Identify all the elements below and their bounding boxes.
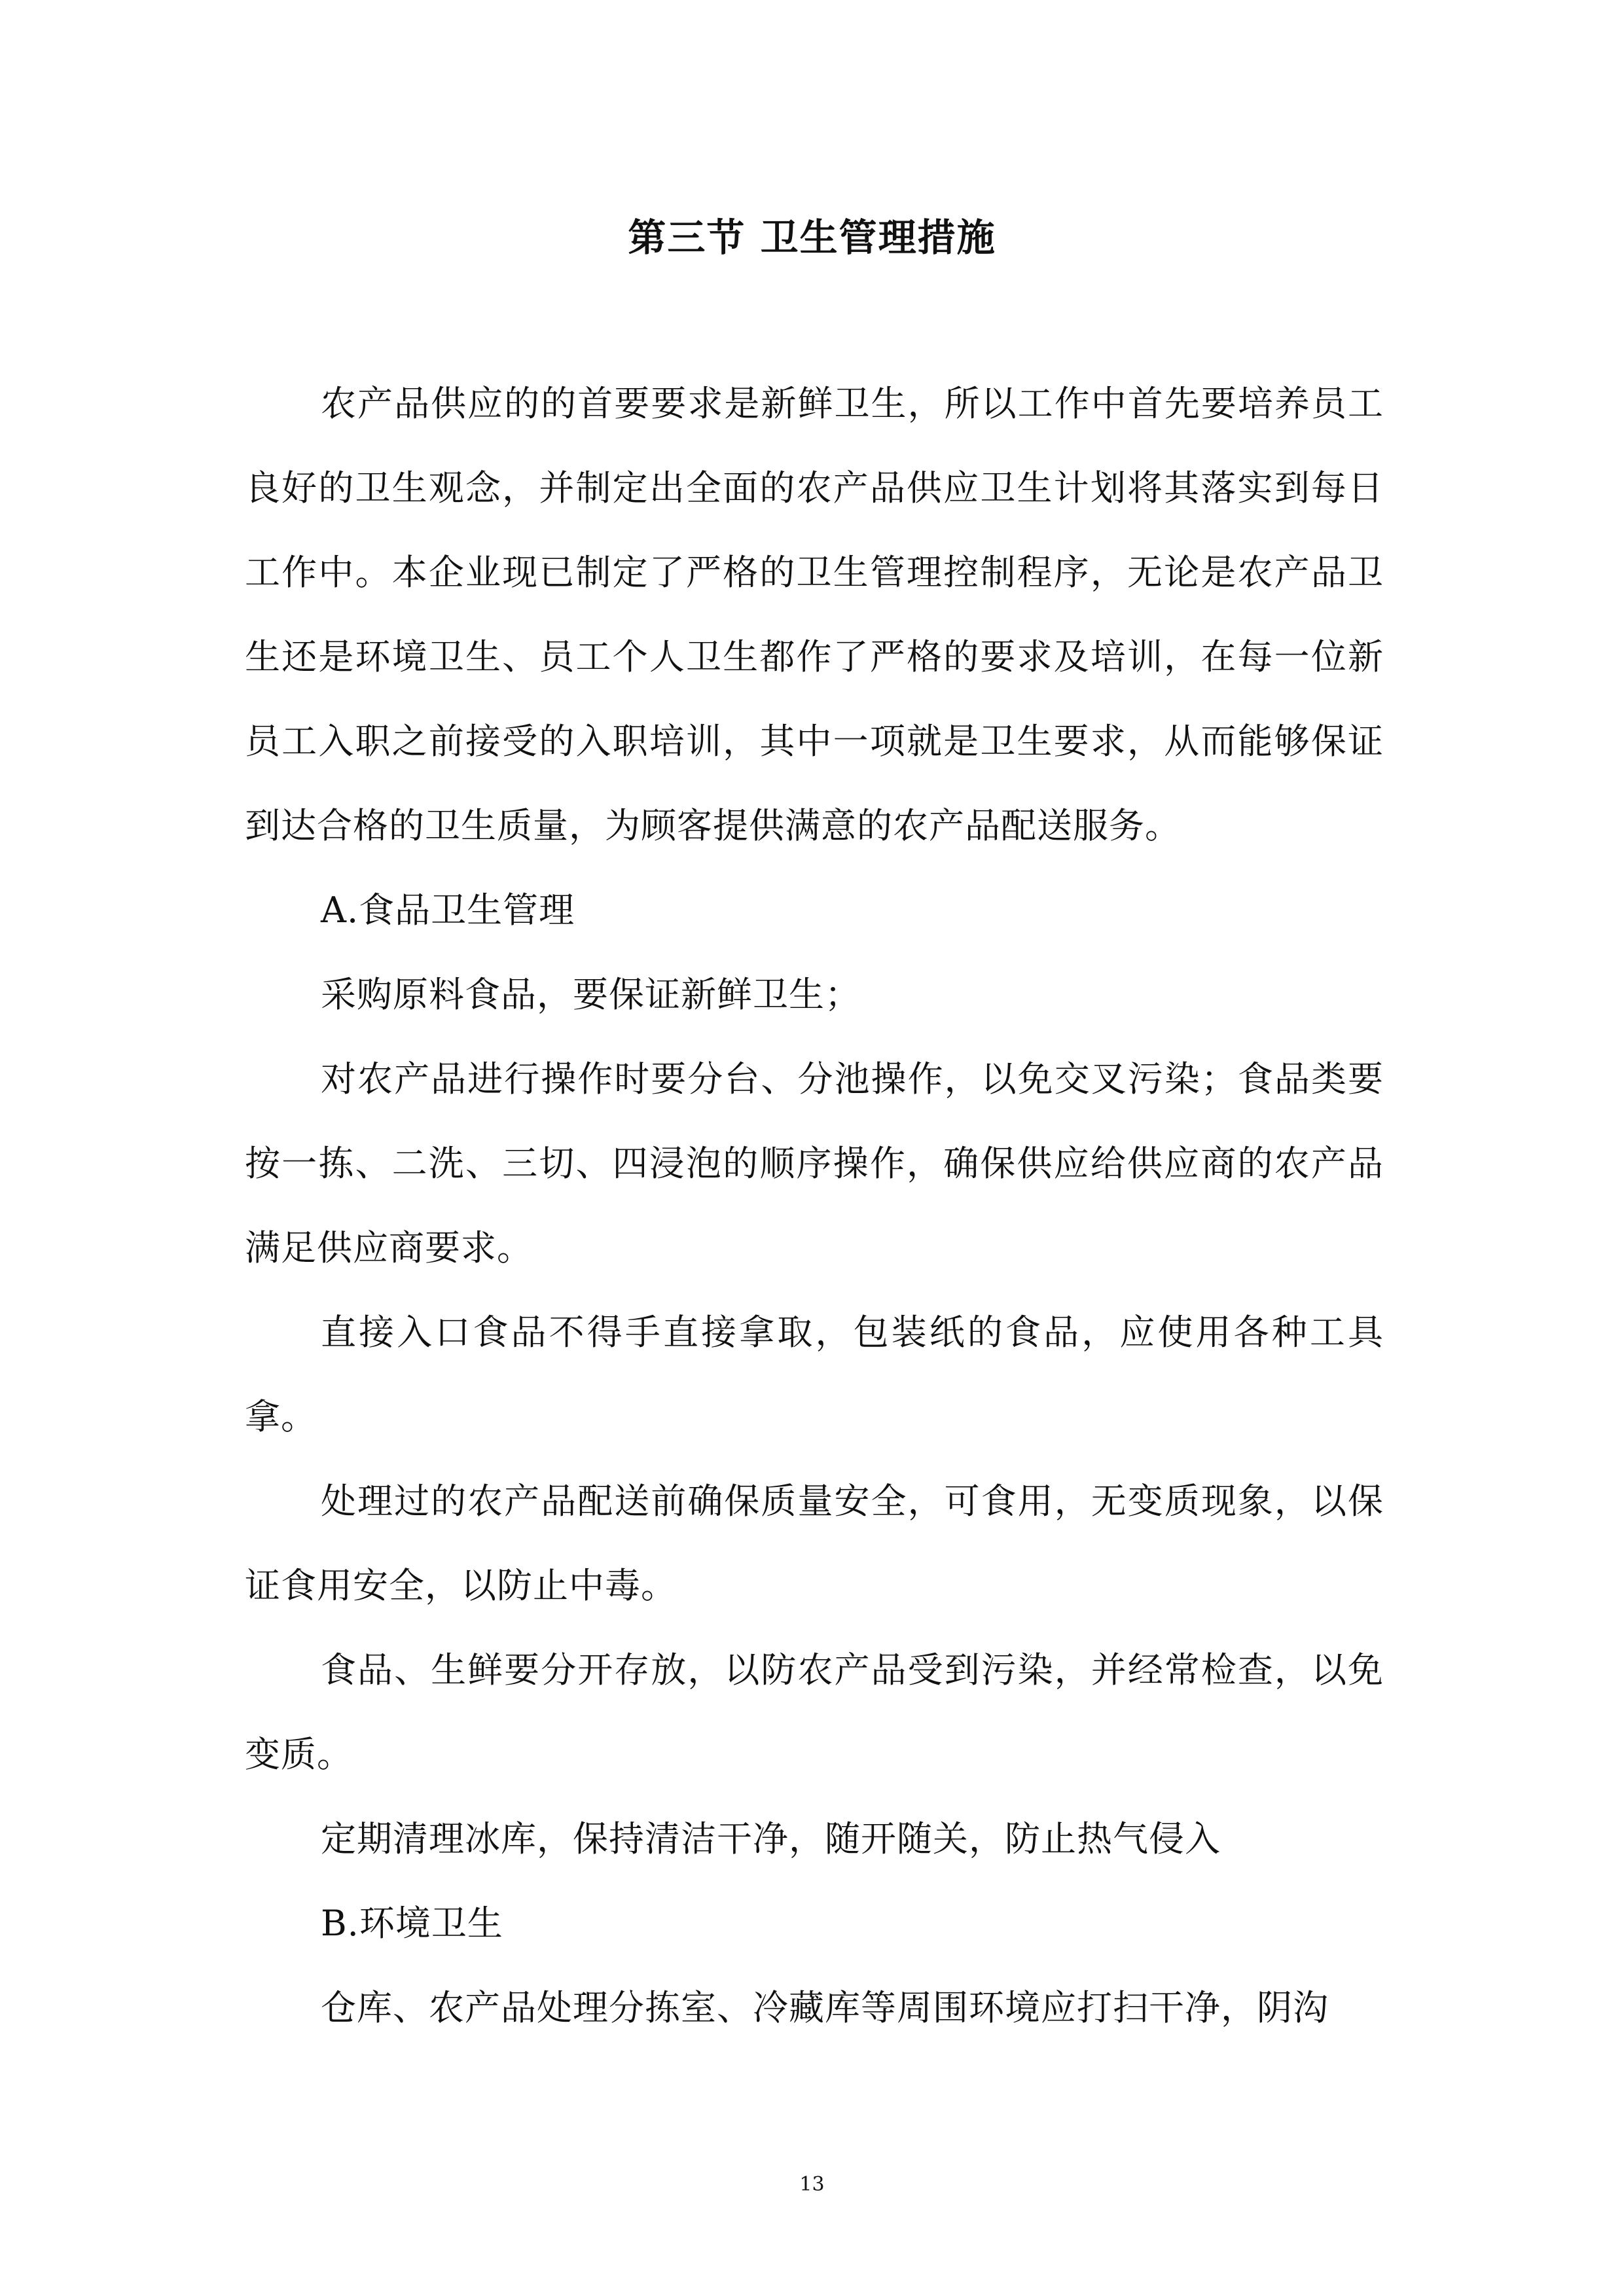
paragraph: 采购原料食品，要保证新鲜卫生； (321, 974, 861, 1015)
page-title: 第三节 卫生管理措施 (628, 215, 996, 260)
section-heading-food-hygiene: A.食品卫生管理 (321, 889, 575, 931)
body-text (245, 361, 1384, 2050)
page-number: 13 (799, 2173, 825, 2196)
paragraph: 定期清理冰库，保持清洁干净，随开随关，防止热气侵入 (321, 1818, 1221, 1859)
paragraph-intro: 农产品供应的的首要要求是新鲜卫生，所以工作中首先要培养员工良好的卫生观念，并制定出全面的农产品供应卫生计划将其落实到每日工作中。本企业现已制定了严格的卫生管理控制程序，无论是农产品卫生还是环境卫生、员工个人卫生都作了严格的要求及培训，在每一位新员工入职之前接受的入职培训，其中一项就是卫生要求，从而能够保证到达合格的卫生质量，为顾客提供满意的农产品配送服务。 (245, 383, 1384, 846)
paragraph: 仓库、农产品处理分拣室、冷藏库等周围环境应打扫干净，阴沟 (321, 1987, 1329, 2028)
paragraph: 直接入口食品不得手直接拿取，包装纸的食品，应使用各种工具拿。 (245, 1312, 1384, 1437)
paragraph: 处理过的农产品配送前确保质量安全，可食用，无变质现象，以保证食用安全，以防止中毒。 (245, 1480, 1384, 1606)
section-heading-environment-hygiene: B.环境卫生 (321, 1903, 503, 1944)
paragraph: 对农产品进行操作时要分台、分池操作，以免交叉污染；食品类要按一拣、二洗、三切、四浸泡的顺序操作，确保供应给供应商的农产品满足供应商要求。 (245, 1058, 1384, 1268)
paragraph: 食品、生鲜要分开存放，以防农产品受到污染，并经常检查，以免变质。 (245, 1649, 1384, 1775)
